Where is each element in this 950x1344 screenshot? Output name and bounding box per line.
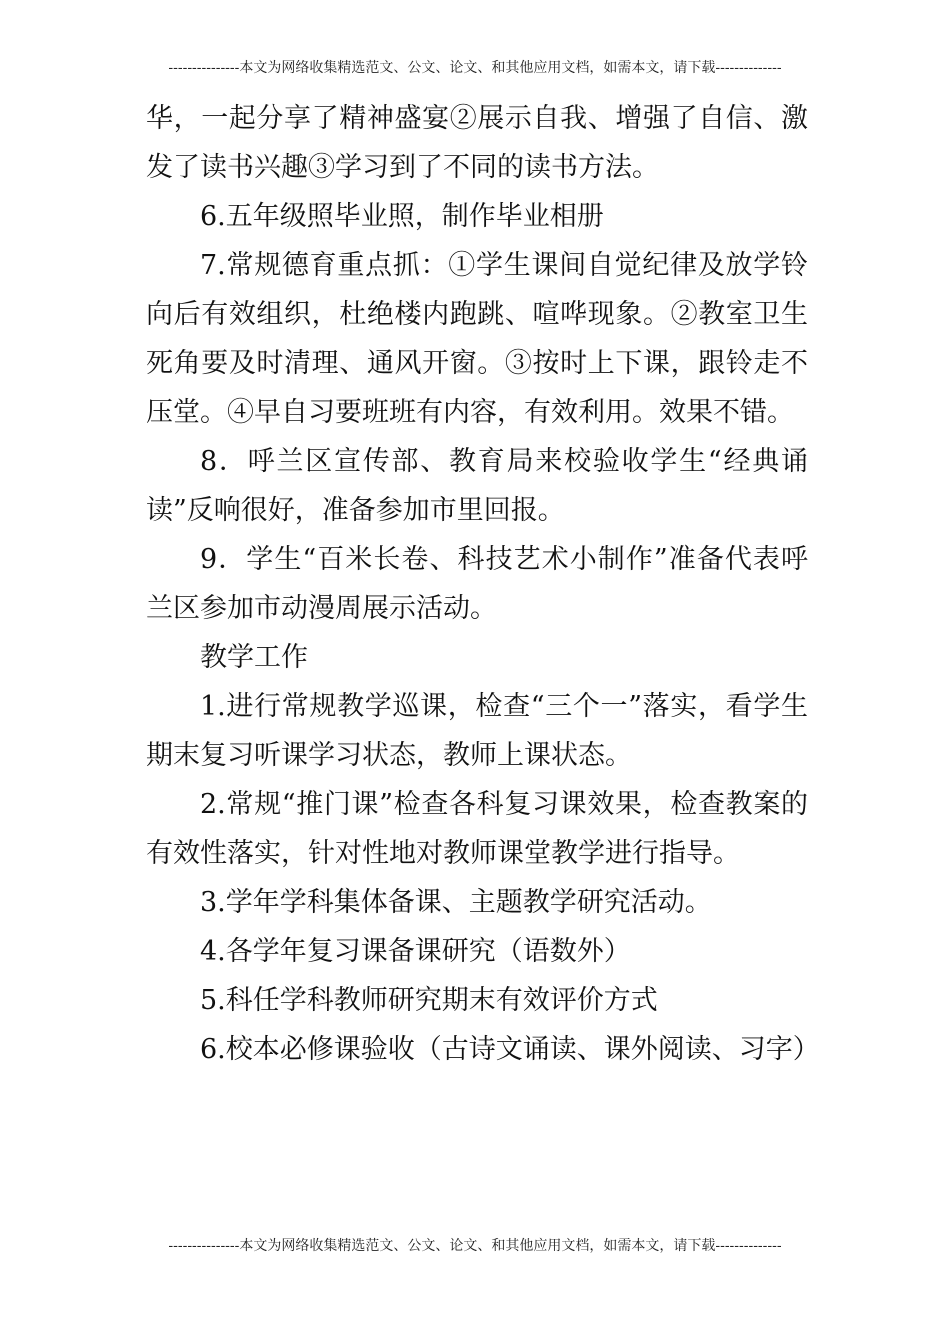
paragraph-item-6-graduation: 6.五年级照毕业照，制作毕业相册: [200, 201, 604, 232]
document-body: [146, 94, 820, 1074]
paragraph-teaching-3: 3.学年学科集体备课、主题教学研究活动。: [200, 887, 712, 918]
paragraph-teaching-4: 4.各学年复习课备课研究（语数外）: [200, 936, 631, 967]
paragraph-teaching-1: 1.进行常规教学巡课，检查“三个一”落实，看学生期末复习听课学习状态，教师上课状态。: [146, 691, 808, 771]
footer-note: ---------------本文为网络收集精选范文、公文、论文、和其他应用文档，如需本文，请下载--------------: [168, 1238, 782, 1254]
paragraph-continuation: 华，一起分享了精神盛宴②展示自我、增强了自信、激发了读书兴趣③学习到了不同的读书方法。: [146, 103, 808, 183]
header-note: ---------------本文为网络收集精选范文、公文、论文、和其他应用文档，如需本文，请下载--------------: [168, 60, 782, 76]
paragraph-teaching-6: 6.校本必修课验收（古诗文诵读、课外阅读、习字）: [200, 1034, 820, 1065]
paragraph-teaching-5: 5.科任学科教师研究期末有效评价方式: [200, 985, 658, 1016]
paragraph-item-8-classic-reading: 8．呼兰区宣传部、教育局来校验收学生“经典诵读”反响很好，准备参加市里回报。: [146, 446, 808, 526]
paragraph-item-9-scroll-exhibit: 9．学生“百米长卷、科技艺术小制作”准备代表呼兰区参加市动漫周展示活动。: [146, 544, 808, 624]
paragraph-teaching-2: 2.常规“推门课”检查各科复习课效果，检查教案的有效性落实，针对性地对教师课堂教学进行指导。: [146, 789, 808, 869]
section-heading-teaching-work: 教学工作: [200, 642, 308, 673]
paragraph-item-7-moral-education: 7.常规德育重点抓：①学生课间自觉纪律及放学铃向后有效组织，杜绝楼内跑跳、喧哗现象。②教室卫生死角要及时清理、通风开窗。③按时上下课，跟铃走不压堂。④早自习要班班有内容，有效利用。效果不错。: [146, 250, 808, 428]
